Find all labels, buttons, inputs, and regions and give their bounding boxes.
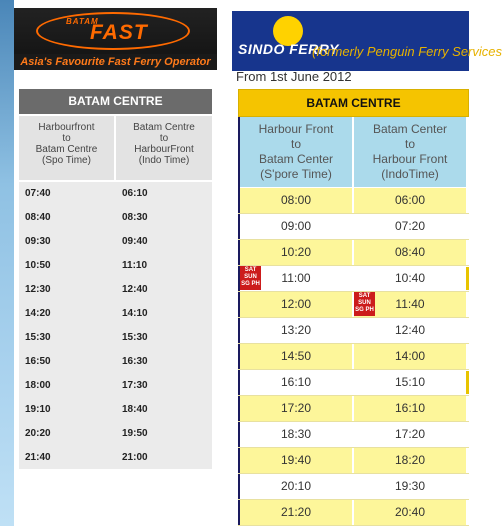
departure-time-id: 16:30 [122,356,148,367]
header-line: Harbour Front [258,122,334,136]
departure-time-sg: 08:40 [25,212,51,223]
departure-time-sg: 19:10 [25,404,51,415]
departure-time-sg: 15:30 [25,332,51,343]
departure-time-id: 19:30 [354,474,466,499]
header-line: to [62,133,71,144]
departure-time-id: 08:40 [354,240,466,265]
logo-subtitle: (formerly Penguin Ferry Services [312,44,502,59]
departure-time-id: 18:20 [354,448,466,473]
table-row [238,240,469,266]
departure-time-id: 12:40 [354,318,466,343]
departure-time-id: 09:40 [122,236,148,247]
badge-line: SUN [244,274,257,280]
table-row [238,318,469,344]
departure-time-sg: 16:50 [25,356,51,367]
header-line: to [290,137,301,151]
header-line: (Indo Time) [138,155,190,166]
table-row [19,326,212,350]
departure-time-sg: 20:10 [240,474,352,499]
departure-time-sg: 18:30 [240,422,352,447]
logo-tagline: Asia's Favourite Fast Ferry Operator [14,54,217,70]
table-row [238,370,469,396]
effective-date: From 1st June 2012 [236,69,352,84]
logo-fast-text: FAST [90,21,148,44]
departure-time-sg: 10:20 [240,240,352,265]
header-line: (Spo Time) [42,155,91,166]
weekend-holiday-badge [240,266,261,290]
table-row [19,422,212,446]
badge-line: SG PH [241,281,260,287]
header-line: Batam Center [372,122,448,136]
departure-time-sg: 21:20 [240,500,352,525]
column-header-hf-to-bc [240,117,352,187]
table-row [238,188,469,214]
header-line: Harbourfront [38,122,95,133]
header-line: Batam Centre [133,122,195,133]
sindo-ferry-logo [232,11,502,71]
timetable-body [19,182,212,470]
departure-time-sg: 12:00 [240,292,352,317]
edge-marker [466,371,469,394]
table-title: BATAM CENTRE [238,89,469,117]
table-row [238,344,469,370]
departure-time-sg: 17:20 [240,396,352,421]
header-line: Batam Center [258,152,334,166]
table-row [238,474,469,500]
header-line: HarbourFront [134,144,194,155]
weekend-holiday-badge [354,292,375,316]
departure-time-id: 08:30 [122,212,148,223]
edge-marker [466,267,469,290]
table-row [19,206,212,230]
departure-time-sg: 12:30 [25,284,51,295]
departure-time-sg: 09:00 [240,214,352,239]
column-headers [19,116,212,182]
logo-batam-text: BATAM [66,17,99,26]
departure-time-sg: 21:40 [25,452,51,463]
table-row [238,500,469,526]
departure-time-id: 20:40 [354,500,466,525]
header-line: (IndoTime) [381,167,439,181]
badge-line: SAT [244,267,257,273]
departure-time-id: 14:10 [122,308,148,319]
departure-time-sg: 14:50 [240,344,352,369]
departure-time-id: 14:00 [354,344,466,369]
table-row [19,302,212,326]
departure-time-sg: 13:20 [240,318,352,343]
departure-time-sg: 18:00 [25,380,51,391]
table-row [19,374,212,398]
column-header-bc-to-hf [116,116,212,180]
departure-time-id: 12:40 [122,284,148,295]
departure-time-id: 11:40 [354,292,466,317]
badge-line: SAT [358,293,371,299]
departure-time-sg: 07:40 [25,188,51,199]
header-line: to [404,137,415,151]
table-row [238,396,469,422]
table-row [19,230,212,254]
table-row [19,398,212,422]
departure-time-sg: 10:50 [25,260,51,271]
header-line: Harbour Front [372,152,448,166]
table-row [19,254,212,278]
table-row [19,278,212,302]
departure-time-id: 11:10 [122,260,148,271]
departure-time-sg: 09:30 [25,236,51,247]
departure-time-id: 19:50 [122,428,148,439]
departure-time-id: 10:40 [354,266,466,291]
departure-time-sg: 08:00 [240,188,352,213]
column-header-bc-to-hf [354,117,466,187]
departure-time-id: 21:00 [122,452,148,463]
column-header-hf-to-bc [19,116,116,180]
header-line: Batam Centre [35,144,98,155]
badge-line: SUN [358,300,371,306]
departure-time-sg: 14:20 [25,308,51,319]
batam-fast-timetable [19,89,212,469]
table-row [19,182,212,206]
departure-time-id: 17:30 [122,380,148,391]
departure-time-id: 06:00 [354,188,466,213]
background-ocean-strip [0,0,14,526]
departure-time-id: 16:10 [354,396,466,421]
badge-line: SG PH [355,307,374,313]
logo-sindo-text: SINDO FERRY [238,41,339,57]
departure-time-sg: 20:20 [25,428,51,439]
table-title: BATAM CENTRE [19,89,212,116]
departure-time-id: 18:40 [122,404,148,415]
table-row [238,214,469,240]
table-row [19,350,212,374]
table-row [19,446,212,470]
departure-time-id: 15:30 [122,332,148,343]
batam-fast-logo [14,8,217,70]
departure-time-id: 15:10 [354,370,466,395]
header-line: (S'pore Time) [260,167,332,181]
departure-time-sg: 11:00 [240,266,352,291]
table-row [238,422,469,448]
departure-time-sg: 19:40 [240,448,352,473]
departure-time-id: 17:20 [354,422,466,447]
departure-time-id: 06:10 [122,188,148,199]
table-row [238,448,469,474]
departure-time-sg: 16:10 [240,370,352,395]
table-row [238,266,469,292]
header-line: to [159,133,169,144]
departure-time-id: 07:20 [354,214,466,239]
